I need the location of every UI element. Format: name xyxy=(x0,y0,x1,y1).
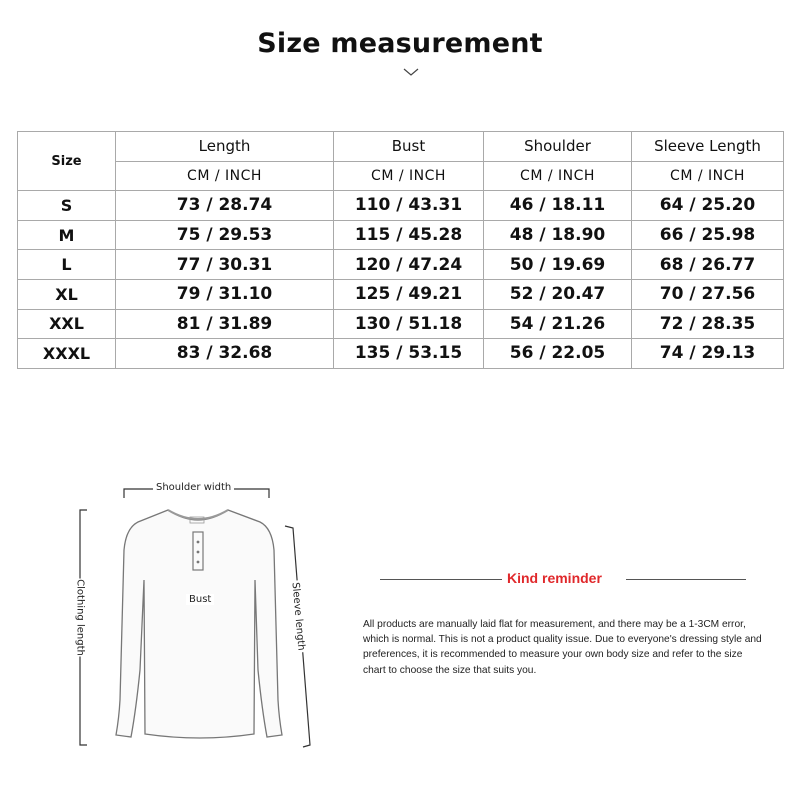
table-row xyxy=(18,250,784,280)
shoulder-value: 50 / 19.69 xyxy=(484,250,632,280)
shoulder-value: 46 / 18.11 xyxy=(484,191,632,221)
size-label: M xyxy=(18,220,116,250)
length-value: 81 / 31.89 xyxy=(116,309,334,339)
column-header-bust: Bust xyxy=(334,132,484,162)
sleeve-length-value: 66 / 25.98 xyxy=(632,220,784,250)
column-header-sleeve-length: Sleeve Length xyxy=(632,132,784,162)
shoulder-value: 56 / 22.05 xyxy=(484,339,632,369)
length-value: 83 / 32.68 xyxy=(116,339,334,369)
length-value: 77 / 30.31 xyxy=(116,250,334,280)
bust-value: 130 / 51.18 xyxy=(334,309,484,339)
table-row xyxy=(18,309,784,339)
size-chart-table xyxy=(17,131,784,369)
unit-label: CM / INCH xyxy=(484,161,632,191)
unit-row xyxy=(18,161,784,191)
bust-value: 135 / 53.15 xyxy=(334,339,484,369)
sleeve-length-value: 70 / 27.56 xyxy=(632,279,784,309)
bust-value: 110 / 43.31 xyxy=(334,191,484,221)
size-label: XXXL xyxy=(18,339,116,369)
table-row xyxy=(18,339,784,369)
bust-value: 120 / 47.24 xyxy=(334,250,484,280)
reminder-title: Kind reminder xyxy=(507,570,602,586)
reminder-text: All products are manually laid flat for measurement, and there may be a 1-3CM error, which is normal. This is not a product quality issue. Due to everyone's dressing style and preferences, it is recommended to measure your own body size and refer to the size chart to choose the size that suits you. xyxy=(363,619,762,676)
page-title: Size measurement xyxy=(257,28,543,59)
unit-label: CM / INCH xyxy=(632,161,784,191)
table-row xyxy=(18,220,784,250)
table-row xyxy=(18,279,784,309)
sleeve-length-label: Sleeve length xyxy=(289,581,307,652)
column-header-length: Length xyxy=(116,132,334,162)
reminder-divider-left xyxy=(380,579,502,580)
size-label: XXL xyxy=(18,309,116,339)
clothing-length-label: Clothing length xyxy=(74,579,86,656)
unit-label: CM / INCH xyxy=(334,161,484,191)
sleeve-length-value: 68 / 26.77 xyxy=(632,250,784,280)
sleeve-length-value: 72 / 28.35 xyxy=(632,309,784,339)
column-header-shoulder: Shoulder xyxy=(484,132,632,162)
sleeve-length-value: 74 / 29.13 xyxy=(632,339,784,369)
shoulder-value: 48 / 18.90 xyxy=(484,220,632,250)
table-row xyxy=(18,191,784,221)
size-column-header: Size xyxy=(18,132,116,191)
shoulder-value: 52 / 20.47 xyxy=(484,279,632,309)
bust-label: Bust xyxy=(186,594,214,605)
table-header-row xyxy=(18,132,784,162)
size-label: S xyxy=(18,191,116,221)
shoulder-value: 54 / 21.26 xyxy=(484,309,632,339)
unit-label: CM / INCH xyxy=(116,161,334,191)
chevron-down-icon xyxy=(403,68,419,77)
garment-diagram xyxy=(60,470,320,760)
size-label: L xyxy=(18,250,116,280)
reminder-divider-right xyxy=(626,579,746,580)
shoulder-width-label: Shoulder width xyxy=(153,482,234,493)
size-label: XL xyxy=(18,279,116,309)
bust-value: 125 / 49.21 xyxy=(334,279,484,309)
length-value: 73 / 28.74 xyxy=(116,191,334,221)
long-sleeve-shirt-outline xyxy=(60,470,320,760)
length-value: 75 / 29.53 xyxy=(116,220,334,250)
bust-value: 115 / 45.28 xyxy=(334,220,484,250)
length-value: 79 / 31.10 xyxy=(116,279,334,309)
sleeve-length-value: 64 / 25.20 xyxy=(632,191,784,221)
